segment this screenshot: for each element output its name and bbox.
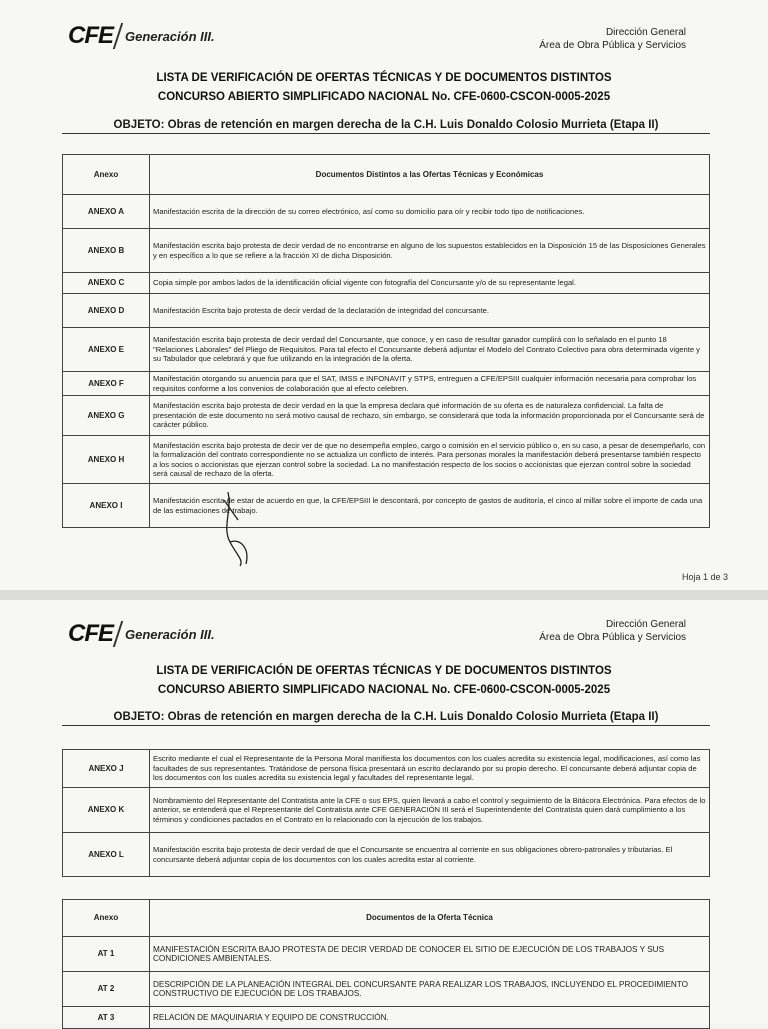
anexo-code: AT 2 xyxy=(63,972,150,1007)
table-row xyxy=(63,436,710,484)
anexo-description: Manifestación escrita bajo protesta de decir verdad de no encontrarse en alguno de los supuestos establecidos en la Disposición 15 de las Disposiciones Generales y en específico a lo que se refiere a la fracción XI de dicha Disposición. xyxy=(150,229,710,273)
col-header-anexo: Anexo xyxy=(63,155,150,195)
table-row xyxy=(63,972,710,1007)
direction-line-1: Dirección General xyxy=(605,619,686,630)
logo-mark: CFE xyxy=(68,620,113,647)
table-row xyxy=(63,833,710,877)
document-page-2 xyxy=(0,600,768,1024)
logo-mark: CFE xyxy=(68,22,113,49)
table-row xyxy=(63,372,710,396)
anexo-description: Manifestación escrita bajo protesta de decir ver de que no desempeña empleo, cargo o comisión en el servicio público o, en su caso, a pesar de desempeñarlo, con la formalización del contrato correspondiente no se actualiza un conflicto de interés. Para personas morales la manifestación deberá presentarse también respecto a los socios o accionistas que ejerzan control sobre la sociedad. La no manifestación respecto de los socios o accionistas que ejerzan control sobre la sociedad será causal de rechazo de la oferta. xyxy=(150,436,710,484)
table-row xyxy=(63,273,710,294)
anexo-description: Nombramiento del Representante del Contratista ante la CFE o sus EPS, quien llevará a cabo el control y seguimiento de la Bitácora Electrónica. Para efectos de lo anterior, se entenderá que el Representante del Contratista ante CFE GENERACIÓN III será el Superintendente del Contratista quien dará cumplimiento a los términos y condiciones pactados en el Contrato en lo relacionado con la ejecución de los trabajos. xyxy=(150,788,710,833)
document-title xyxy=(0,69,768,107)
anexo-code: ANEXO D xyxy=(63,294,150,328)
anexo-code: ANEXO E xyxy=(63,328,150,372)
anexo-code: ANEXO H xyxy=(63,436,150,484)
table-row xyxy=(63,396,710,436)
handwritten-signature xyxy=(200,480,280,570)
title-line-1: LISTA DE VERIFICACIÓN DE OFERTAS TÉCNICAS Y DE DOCUMENTOS DISTINTOS xyxy=(156,665,612,677)
anexo-description: Copia simple por ambos lados de la identificación oficial vigente con fotografía del Concursante y/o de su representante legal. xyxy=(150,273,710,294)
table-row xyxy=(63,750,710,788)
table-row xyxy=(63,328,710,372)
table-row xyxy=(63,229,710,273)
cfe-logo xyxy=(68,620,215,648)
page-separator xyxy=(0,590,768,600)
table-row xyxy=(63,788,710,833)
table-header-row xyxy=(63,900,710,937)
direction-line-2: Área de Obra Pública y Servicios xyxy=(539,632,686,643)
anexo-description: Manifestación escrita bajo protesta de decir verdad del Concursante, que conoce, y en caso de resultar ganador cumplirá con lo señalado en el punto 18 "Relaciones Laborales" del Pliego de Requisitos. Para tal efecto el Concursante deberá adjuntar el Modelo del Contrato Colectivo para obra determinada vigente y su Tabulador que celebrará y que fue utilizando en la integración de la oferta. xyxy=(150,328,710,372)
objeto-text: Obras de retención en margen derecha de la C.H. Luis Donaldo Colosio Murrieta (Etapa II) xyxy=(167,119,659,131)
col-header-documents: Documentos Distintos a las Ofertas Técnicas y Económicas xyxy=(150,155,710,195)
anexo-code: ANEXO I xyxy=(63,484,150,528)
direction-block xyxy=(539,618,686,644)
anexo-description: MANIFESTACIÓN ESCRITA BAJO PROTESTA DE DECIR VERDAD DE CONOCER EL SITIO DE EJECUCIÓN DE LOS TRABAJOS Y SUS CONDICIONES AMBIENTALES. xyxy=(150,937,710,972)
anexo-description: DESCRIPCIÓN DE LA PLANEACIÓN INTEGRAL DEL CONCURSANTE PARA REALIZAR LOS TRABAJOS, INCLUYENDO EL PROCEDIMIENTO CONSTRUCTIVO DE EJECUCIÓN DE LOS TRABAJOS. xyxy=(150,972,710,1007)
documents-table-1 xyxy=(62,154,710,528)
col-header-anexo: Anexo xyxy=(63,900,150,937)
anexo-description: RELACIÓN DE MAQUINARIA Y EQUIPO DE CONSTRUCCIÓN. xyxy=(150,1007,710,1029)
cfe-logo xyxy=(68,22,215,50)
title-line-2: CONCURSO ABIERTO SIMPLIFICADO NACIONAL No. CFE-0600-CSCON-0005-2025 xyxy=(157,684,611,696)
anexo-code: ANEXO F xyxy=(63,372,150,396)
objeto-label: OBJETO: xyxy=(113,711,165,723)
document-title xyxy=(0,662,768,700)
documents-table-2 xyxy=(62,749,710,877)
title-line-1: LISTA DE VERIFICACIÓN DE OFERTAS TÉCNICAS Y DE DOCUMENTOS DISTINTOS xyxy=(156,72,612,84)
anexo-code: AT 1 xyxy=(63,937,150,972)
anexo-code: AT 3 xyxy=(63,1007,150,1029)
anexo-code: ANEXO L xyxy=(63,833,150,877)
col-header-documents: Documentos de la Oferta Técnica xyxy=(150,900,710,937)
objeto-line xyxy=(62,119,710,134)
objeto-text: Obras de retención en margen derecha de la C.H. Luis Donaldo Colosio Murrieta (Etapa II) xyxy=(167,711,659,723)
anexo-description: Manifestación escrita de la dirección de su correo electrónico, así como su domicilio para oír y recibir todo tipo de notificaciones. xyxy=(150,195,710,229)
title-line-2: CONCURSO ABIERTO SIMPLIFICADO NACIONAL No. CFE-0600-CSCON-0005-2025 xyxy=(157,91,611,103)
objeto-label: OBJETO: xyxy=(113,119,165,131)
logo-text: Generación III. xyxy=(125,626,215,642)
table-row xyxy=(63,1007,710,1029)
table-row xyxy=(63,294,710,328)
table-row xyxy=(63,484,710,528)
objeto-line xyxy=(62,711,710,726)
page-number: Hoja 1 de 3 xyxy=(681,572,728,582)
anexo-description: Manifestación escrita bajo protesta de decir verdad en la que la empresa declara qué información de su oferta es de naturaleza confidencial. La falta de presentación de este documento no será motivo causal de rechazo, sin embargo, se considerará que toda la información proporcionada por el Concursante será de carácter público. xyxy=(150,396,710,436)
logo-divider xyxy=(113,621,123,647)
direction-line-2: Área de Obra Pública y Servicios xyxy=(539,40,686,51)
anexo-code: ANEXO B xyxy=(63,229,150,273)
anexo-description: Manifestación Escrita bajo protesta de decir verdad de la declaración de integridad del concursante. xyxy=(150,294,710,328)
direction-line-1: Dirección General xyxy=(605,27,686,38)
technical-offer-table xyxy=(62,899,710,1029)
anexo-description: Escrito mediante el cual el Representante de la Persona Moral manifiesta los documentos con los cuales acredita su existencia legal, modificaciones, así como las facultades de sus representantes. Tratándose de persona física presentará un escrito declarando por su propio derecho. El concursante deberá adjuntar copia de los documentos con los cuales acredita su existencia legal y facultades del representante legal. xyxy=(150,750,710,788)
table-row xyxy=(63,195,710,229)
anexo-code: ANEXO G xyxy=(63,396,150,436)
anexo-description: Manifestación escrita bajo protesta de decir verdad de que el Concursante se encuentra al corriente en sus obligaciones obrero-patronales y tributarias. El concursante deberá adjuntar copia de los documentos con los cuales acredita estar al corriente. xyxy=(150,833,710,877)
table-header-row xyxy=(63,155,710,195)
anexo-code: ANEXO A xyxy=(63,195,150,229)
logo-divider xyxy=(113,23,123,49)
table-row xyxy=(63,937,710,972)
logo-text: Generación III. xyxy=(125,28,215,44)
anexo-description: Manifestación escrita de estar de acuerdo en que, la CFE/EPSIII le descontará, por concepto de gastos de auditoría, el cinco al millar sobre el importe de cada una de las estimaciones de trabajo. xyxy=(150,484,710,528)
anexo-code: ANEXO C xyxy=(63,273,150,294)
anexo-code: ANEXO K xyxy=(63,788,150,833)
anexo-code: ANEXO J xyxy=(63,750,150,788)
anexo-description: Manifestación otorgando su anuencia para que el SAT, IMSS e INFONAVIT y STPS, entreguen a CFE/EPSIII cualquier información necesaria para comprobar los requisitos conforme a los convenios de colaboración que al efecto celebren. xyxy=(150,372,710,396)
direction-block xyxy=(539,26,686,52)
